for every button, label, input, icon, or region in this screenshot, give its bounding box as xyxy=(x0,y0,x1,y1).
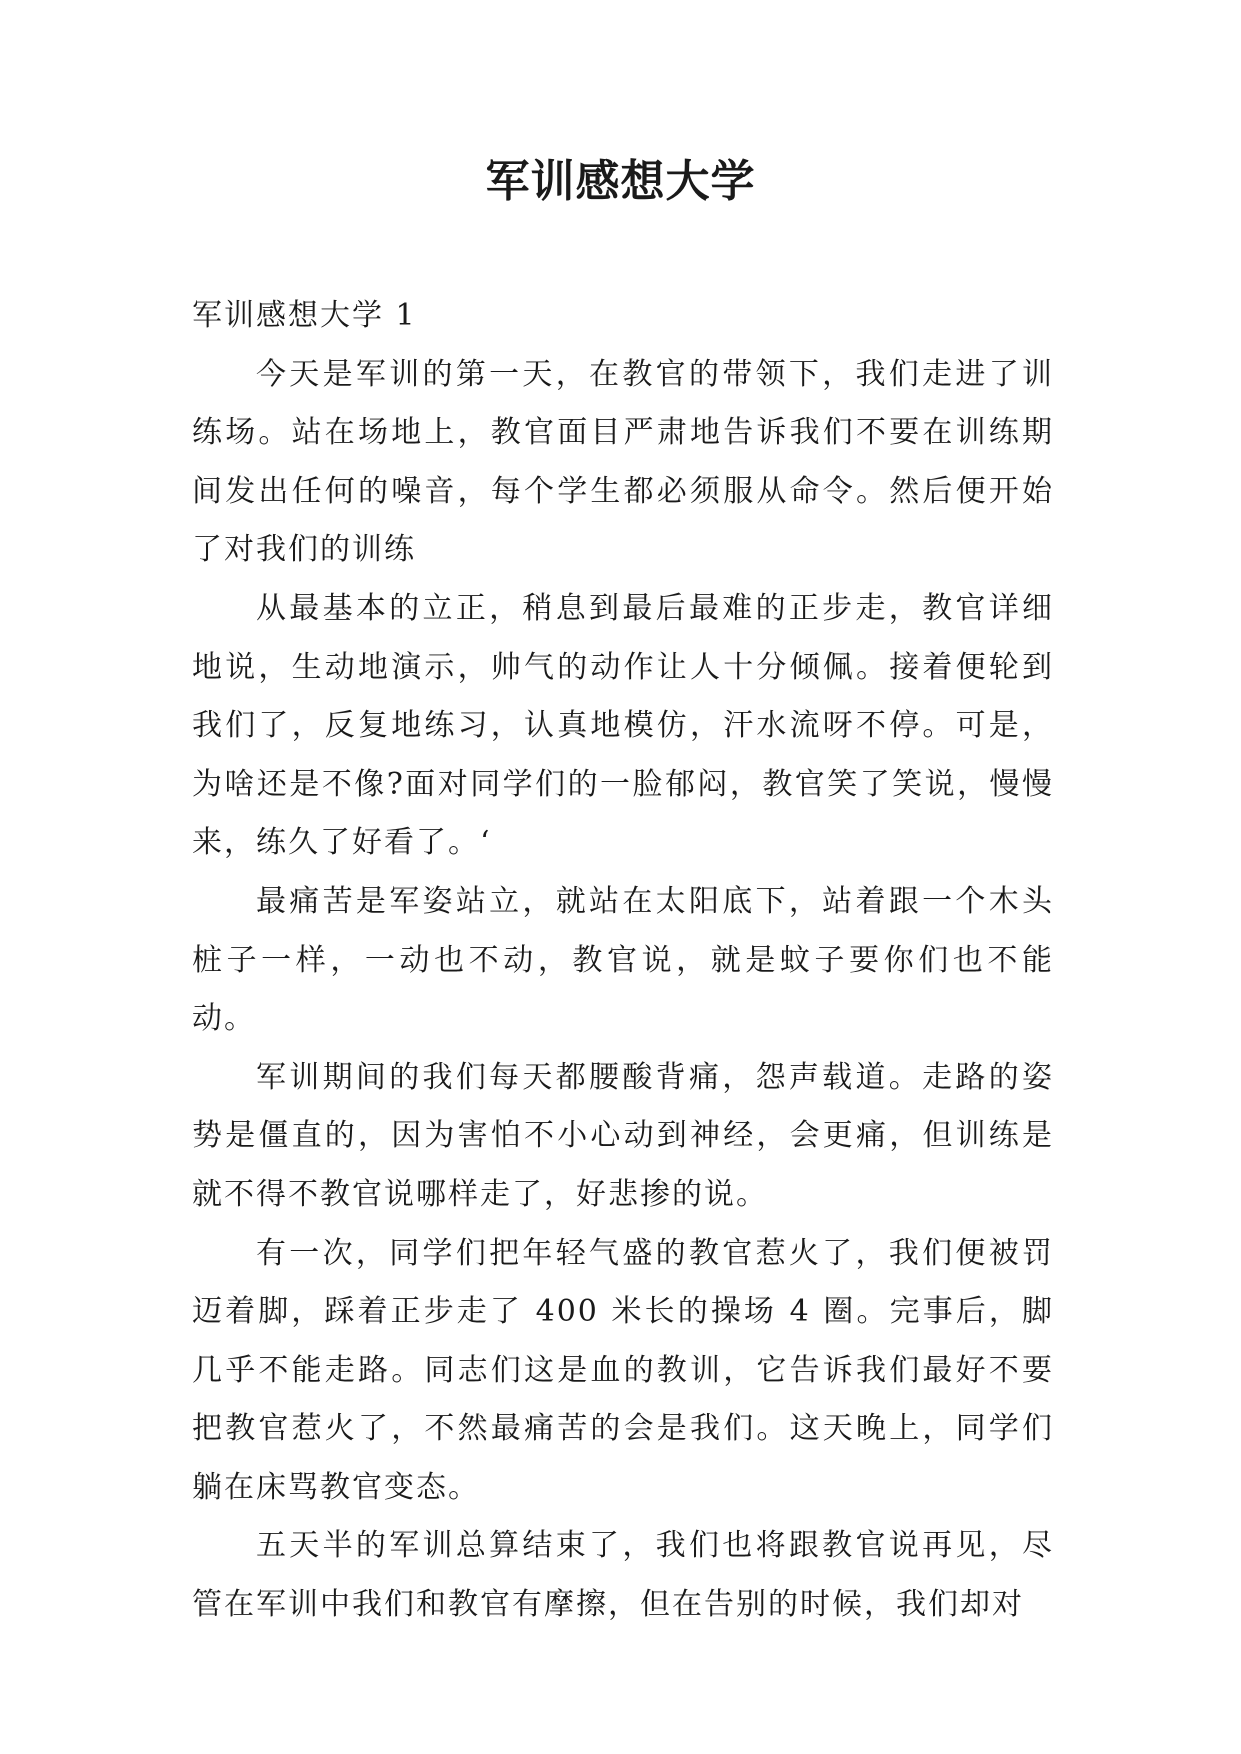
paragraph-5: 有一次，同学们把年轻气盛的教官惹火了，我们便被罚迈着脚，踩着正步走了 400 米长的操场 4 圈。完事后，脚几乎不能走路。同志们这是血的教训，它告诉我们最好不要把教官惹火了，不然最痛苦的会是我们。这天晚上，同学们躺在床骂教官变态。 xyxy=(192,1235,1054,1505)
document-title: 军训感想大学 xyxy=(485,156,756,207)
section-heading: 军训感想大学 1 xyxy=(192,298,417,333)
paragraph-3: 最痛苦是军姿站立，就站在太阳底下，站着跟一个木头桩子一样，一动也不动，教官说，就是蚊子要你们也不能动。 xyxy=(192,883,1054,1037)
paragraph-2: 从最基本的立正，稍息到最后最难的正步走，教官详细地说，生动地演示，帅气的动作让人十分倾佩。接着便轮到我们了，反复地练习，认真地模仿，汗水流呀不停。可是，为啥还是不像?面对同学们的一脸郁闷，教官笑了笑说，慢慢来，练久了好看了。‘ xyxy=(192,590,1054,861)
document-body xyxy=(192,287,1054,1635)
paragraph-6: 五天半的军训总算结束了，我们也将跟教官说再见，尽管在军训中我们和教官有摩擦，但在告别的时候，我们却对 xyxy=(192,1528,1054,1623)
paragraph-1: 今天是军训的第一天，在教官的带领下，我们走进了训练场。站在场地上，教官面目严肃地告诉我们不要在训练期间发出任何的噪音，每个学生都必须服从命令。然后便开始了对我们的训练 xyxy=(192,356,1054,568)
paragraph-4: 军训期间的我们每天都腰酸背痛，怨声载道。走路的姿势是僵直的，因为害怕不小心动到神经，会更痛，但训练是就不得不教官说哪样走了，好悲掺的说。 xyxy=(192,1059,1054,1212)
